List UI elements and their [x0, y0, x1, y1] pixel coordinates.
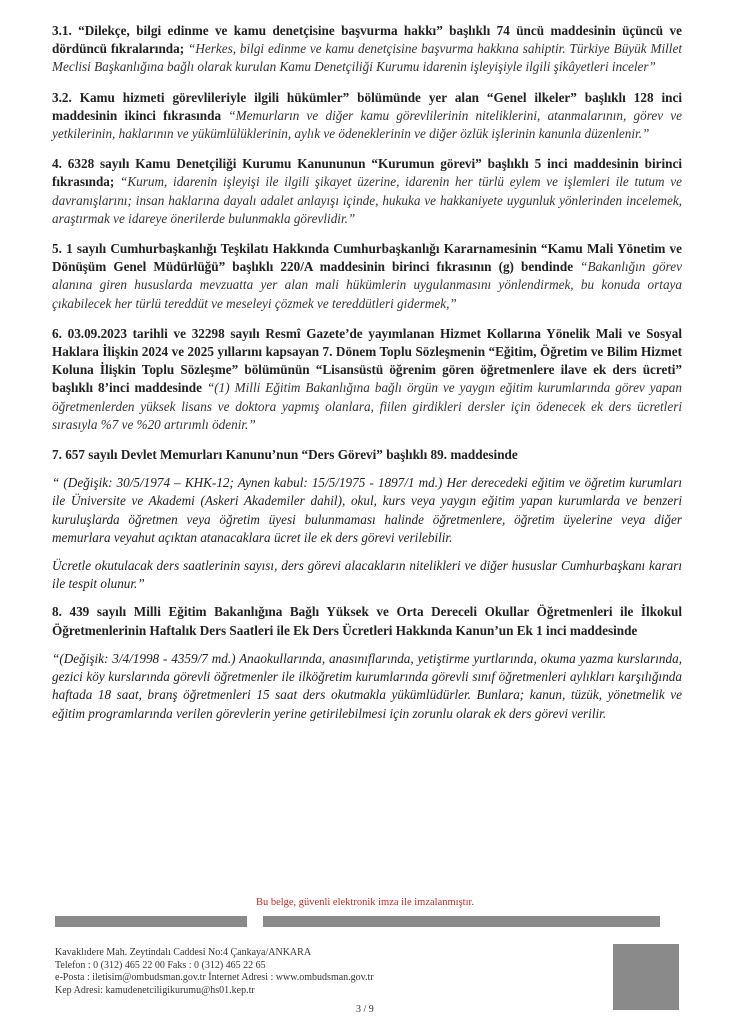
section-7-paragraph: Ücretle okutulacak ders saatlerinin sayısı, ders görevi alacakların nitelikleri ve diğer hususlar Cumhurbaşkanı kararı ile tespit olunur.”	[52, 558, 682, 592]
footer-kep: Kep Adresi: kamudenetciligikurumu@hs01.kep.tr	[55, 984, 255, 996]
qr-code-icon	[613, 944, 679, 1010]
section-quote: “Kurum, idarenin işleyişi ile ilgili şikayet üzerine, idarenin her türlü eylem ve işlemleri ile tutum ve davranışlarını; insan haklarına dayalı adalet anlayışı içinde, hukuka ve hakkaniyete uygunluk yönlerinden incelemek, araştırmak ve idareye önerilerde bulunmakla görevlidir.”	[52, 174, 682, 226]
section-heading: 3.1. “Dilekçe, bilgi edinme ve kamu denetçisine başvurma hakkı” başlıklı 74 üncü maddesinin üçüncü ve dördüncü fıkralarında;	[52, 23, 682, 57]
section-heading: 5. 1 sayılı Cumhurbaşkanlığı Teşkilatı Hakkında Cumhurbaşkanlığı Kararnamesinin “Kamu Mali Yönetim ve Dönüşüm Genel Müdürlüğü” başlıklı 220/A maddesinin birinci fıkrasının (g) bendinde	[52, 241, 682, 275]
section-7-paragraph: “ (Değişik: 30/5/1974 – KHK-12; Aynen kabul: 15/5/1975 - 1897/1 md.) Her derecedeki eğitim ve öğretim kurumları ile Üniversite ve Akademi (Askeri Akademiler dahil), okul, kurs veya yaygın eğitim yapan kurumlarda ve benzeri kuruluşlarda öğretmen veya öğretim üyesi bulunmaması halinde öğretmenlere, öğretim üyelerine veya diğer memurlara veyahut açıktan atanacaklara ücret ile ek ders görevi verilebilir.	[52, 475, 682, 545]
e-signature-note: Bu belge, güvenli elektronik imza ile imzalanmıştır.	[255, 897, 475, 908]
section-3-1	[52, 22, 682, 77]
section-quote: “Bakanlığın görev alanına giren hususlarda mevzuatta yer alan mali hükümlerin uygulanmasını yönlendirmek, bu konuda ortaya çıkabilecek her türlü tereddüt ve meseleyi çözmek ve tereddütleri gidermek,”	[52, 259, 682, 311]
page-number: 3 / 9	[356, 1004, 374, 1015]
section-5	[52, 240, 682, 313]
section-7-heading: 7. 657 sayılı Devlet Memurları Kanunu’nun “Ders Görevi” başlıklı 89. maddesinde	[52, 447, 518, 463]
footer-bar-left	[55, 916, 247, 927]
document-body	[52, 22, 682, 733]
section-6	[52, 325, 682, 434]
footer-phone: Telefon : 0 (312) 465 22 00 Faks : 0 (312) 465 22 65	[55, 959, 266, 971]
section-heading: 4. 6328 sayılı Kamu Denetçiliği Kurumu Kanununun “Kurumun görevi” başlıklı 5 inci maddesinin birinci fıkrasında;	[52, 156, 682, 190]
section-8-heading: 8. 439 sayılı Milli Eğitim Bakanlığına Bağlı Yüksek ve Orta Dereceli Okullar Öğretmenleri ile İlkokul Öğretmenlerinin Haftalık Ders Saatleri ile Ek Ders Ücretleri Hakkında Kanun’un Ek 1 inci maddesinde	[52, 604, 682, 638]
section-heading: 6. 03.09.2023 tarihli ve 32298 sayılı Resmî Gazete’de yayımlanan Hizmet Kollarına Yönelik Mali ve Sosyal Haklara İlişkin 2024 ve 2025 yıllarını kapsayan 7. Dönem Toplu Sözleşmenin “Eğitim, Öğretim ve Bilim Hizmet Koluna İlişkin Toplu Sözleşme” bölümünün “Lisansüstü öğrenim gören öğretmenlere ilave ek ders ücreti” başlıklı 8’inci maddesinde	[52, 325, 682, 396]
footer-contact	[55, 947, 374, 997]
section-heading: 3.2. Kamu hizmeti görevlileriyle ilgili hükümler” bölümünde yer alan “Genel ilkeler” başlıklı 128 inci maddesinin ikinci fıkrasında	[52, 89, 682, 123]
section-quote: “Herkes, bilgi edinme ve kamu denetçisine başvurma hakkına sahiptir. Türkiye Büyük Millet Meclisi Başkanlığına bağlı olarak kurulan Kamu Denetçiliği Kurumu idarenin işleyişiyle ilgili şikâyetleri inceler”	[52, 41, 682, 75]
section-quote: “Memurların ve diğer kamu görevlilerinin niteliklerini, atanmalarının, görev ve yetkilerinin, haklarının ve yükümlülüklerinin, aylık ve ödeneklerinin ve diğer özlük işlerinin kanunla düzenlenir.”	[52, 107, 682, 142]
section-8-paragraph: “(Değişik: 3/4/1998 - 4359/7 md.) Anaokullarında, anasınıflarında, yetiştirme yurtlarında, okuma yazma kurslarında, gezici köy kurslarında görevli öğretmenler ile ilköğretim kurumlarında görevli sınıf öğretmenleri aylıkları karşılığında haftada 18 saat, branş öğretmenleri 15 saat ders okutmakla yükümlüdürler. Bunlara; kanun, tüzük, yönetmelik ve eğitim programlarında verilen görevlerin yerine getirilebilmesi için zorunlu olarak ek ders görevi verilir.	[52, 650, 682, 721]
footer-address: Kavaklıdere Mah. Zeytindalı Caddesi No:4 Çankaya/ANKARA	[55, 947, 312, 958]
footer-email: e-Posta : iletisim@ombudsman.gov.tr İnternet Adresi : www.ombudsman.gov.tr	[55, 972, 374, 984]
section-4	[52, 155, 682, 228]
section-quote: “(1) Milli Eğitim Bakanlığına bağlı örgün ve yaygın eğitim kurumlarında görev yapan öğretmenlerden yüksek lisans ve doktora yapmış olanlara, fiilen girdikleri dersler için ödenecek ek ders ücretleri sırasıyla %7 ve %20 artırımlı ödenir.”	[52, 380, 682, 432]
section-3-2	[52, 89, 682, 144]
footer-bar-right	[263, 916, 660, 927]
